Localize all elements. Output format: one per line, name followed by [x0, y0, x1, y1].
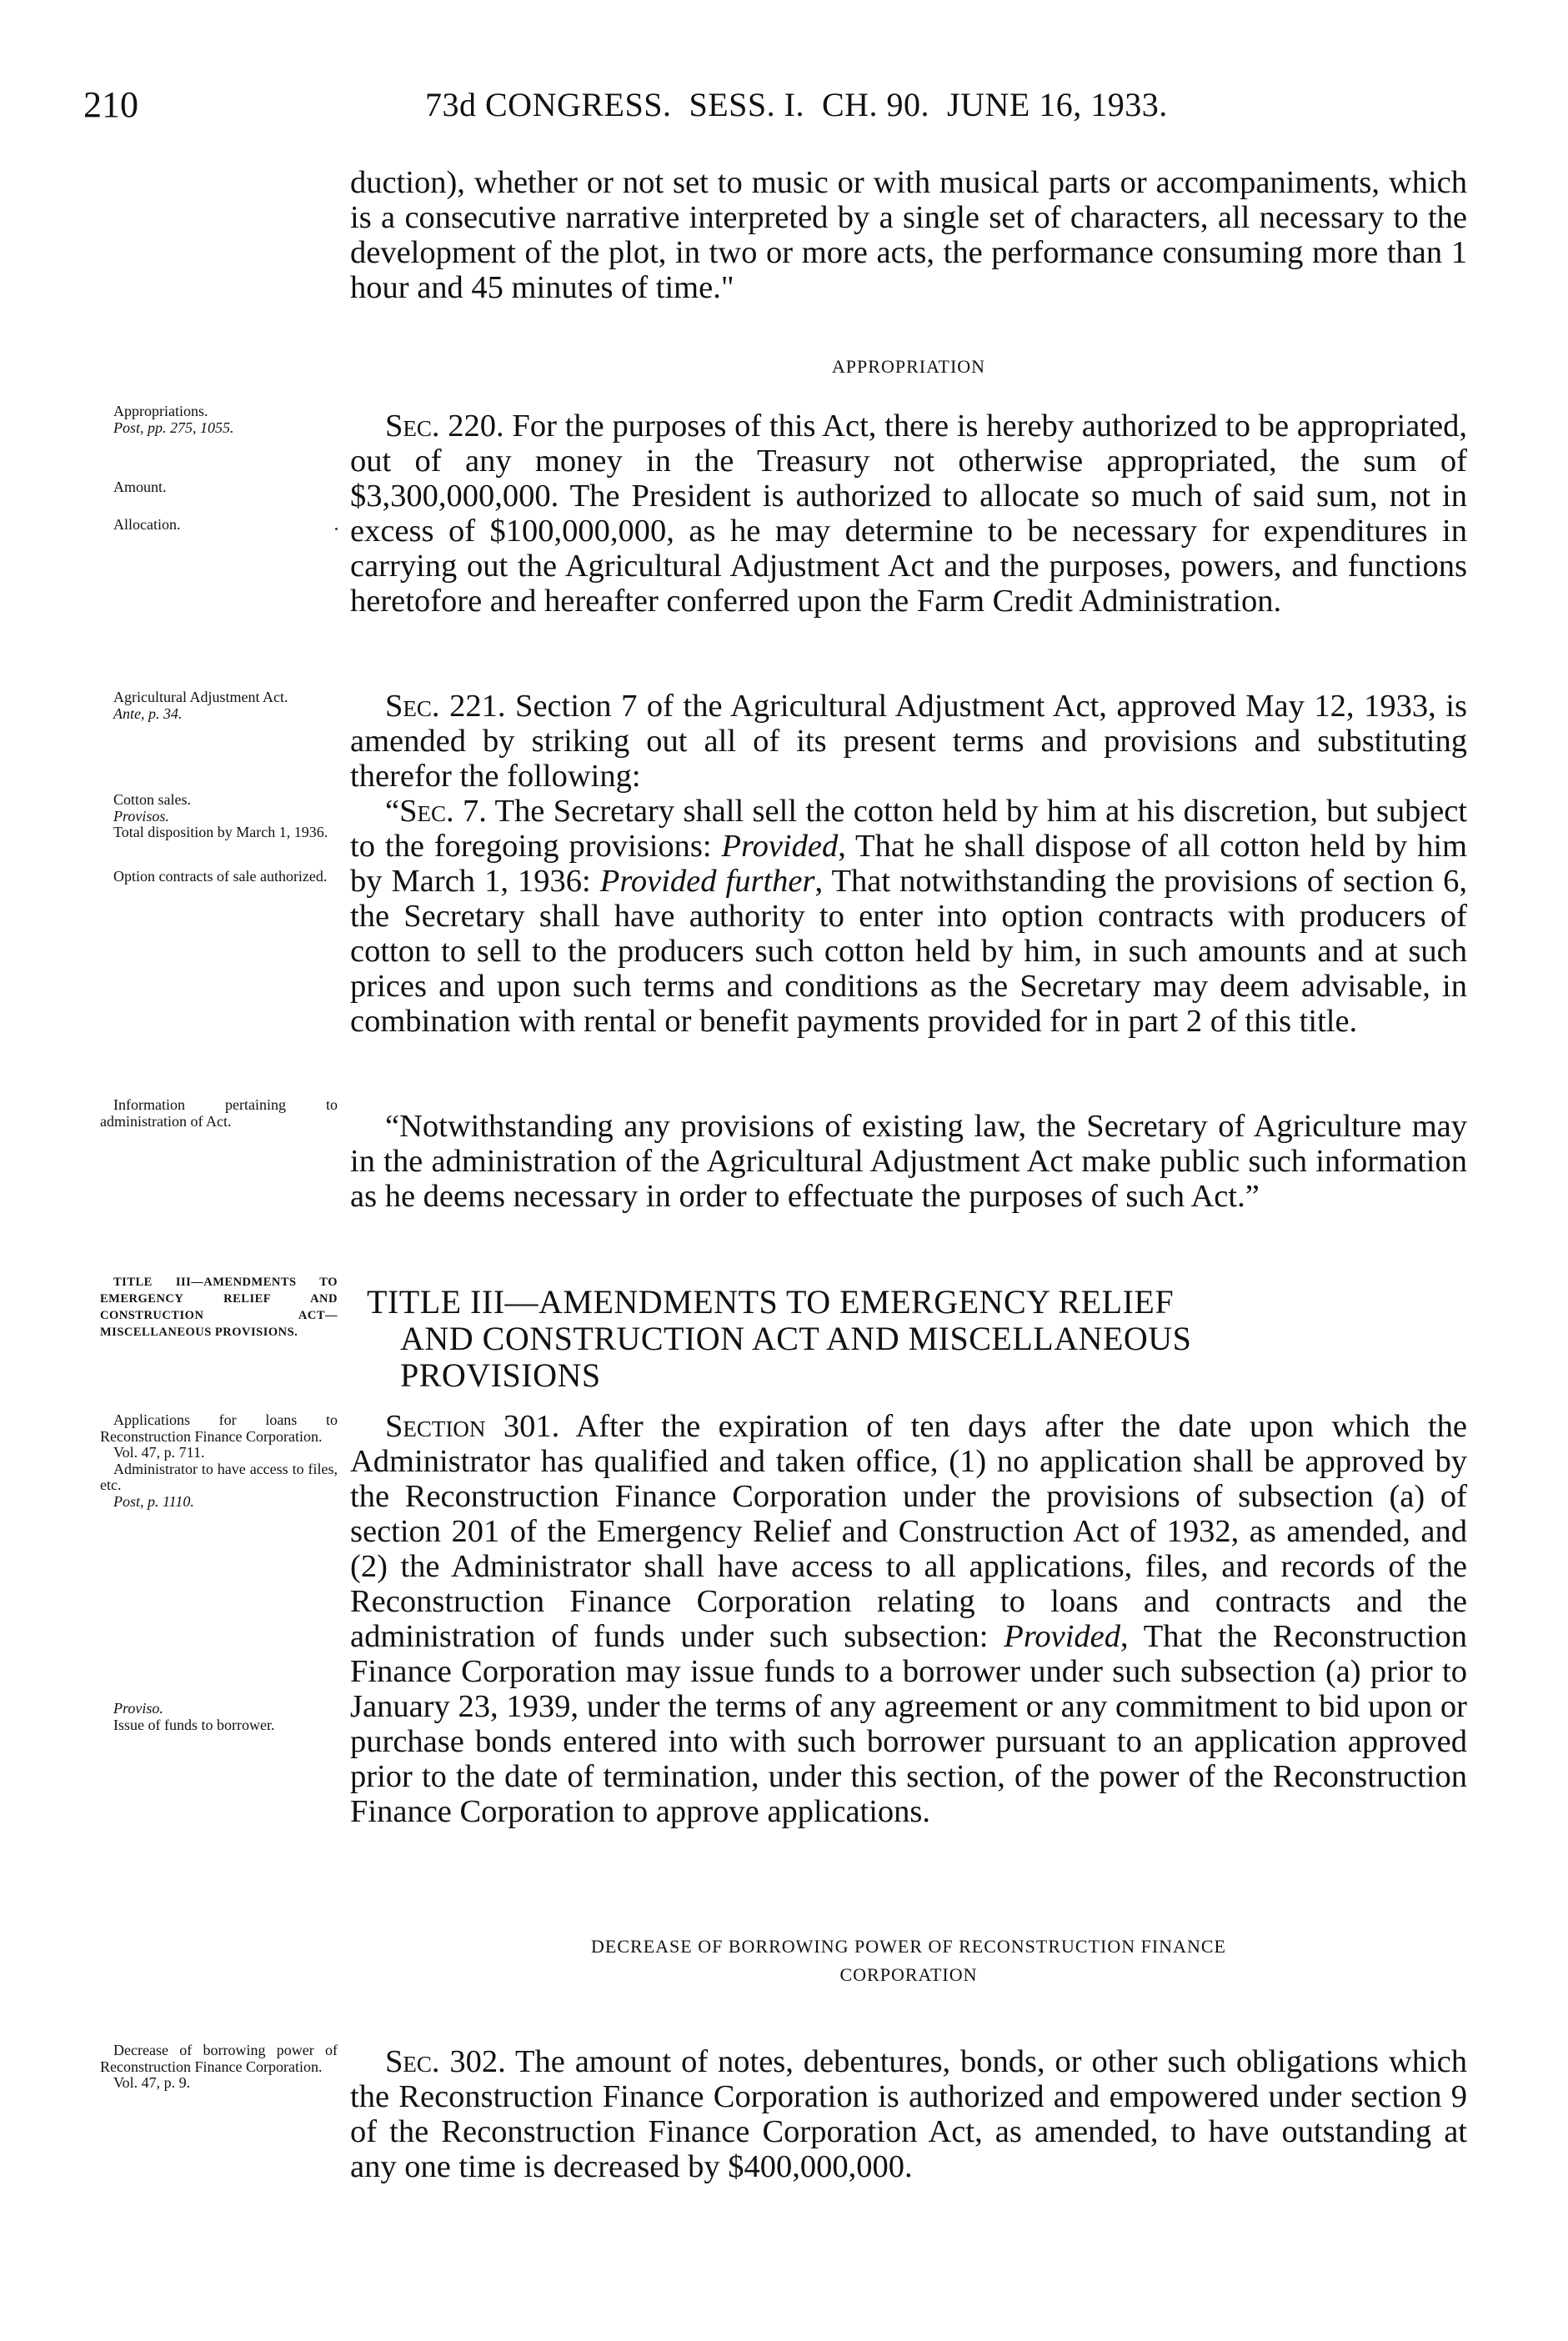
- section-text: Section 7 of the Agricultural Adjustment Act, approved May 12, 1933, is amended by striking out all of its present terms and provisions and substituting therefor the following:: [350, 689, 1467, 794]
- section-label: Section 301.: [385, 1409, 560, 1444]
- margin-note-label: Option contracts of sale authorized.: [113, 868, 328, 885]
- proviso-provided: Provided: [721, 829, 839, 864]
- margin-note-option-contracts: [100, 869, 338, 885]
- margin-note-allocation: [100, 517, 338, 534]
- section-220: [350, 409, 1467, 619]
- margin-note-label: Amount.: [113, 479, 167, 495]
- margin-note-reference: Vol. 47, p. 9.: [113, 2074, 191, 2091]
- margin-note-label: Information pertaining to administration of Act.: [100, 1096, 338, 1130]
- continuation-text: duction), whether or not set to music or with musical parts or accompaniments, which is a consecutive narrative interpreted by a single set of characters, all necessary to the development of the plot, in two or more acts, the performance consuming more than 1 hour and 45 minutes of time.": [350, 165, 1467, 305]
- margin-note-reference: Post, pp. 275, 1055.: [113, 419, 234, 436]
- appropriation-heading: APPROPRIATION: [831, 356, 986, 377]
- section-text: For the purposes of this Act, there is hereby authorized to be appropriated, out of any money in the Treasury not otherwise appropriated, the sum of $3,300,000,000. The President is authorized to allocate so much of said sum, not in excess of $100,000,000, as he may determine to be necessary for expenditures in carrying out the Agricultural Adjustment Act and the purposes, powers, and functions heretofore and hereafter conferred upon the Farm Credit Administration.: [350, 409, 1467, 619]
- section-label: Sec. 221.: [385, 689, 506, 724]
- margin-note-title-3: [100, 1274, 338, 1341]
- section-text-part3: , That notwithstanding the provisions of section 6, the Secretary shall have authority to enter into option contracts with producers of cotton to sell to the producers such cotton held by him, in such amounts and at such prices and upon such terms and conditions as the Secretary may deem advisable, in combination with rental or benefit payments provided for in part 2 of this title.: [350, 864, 1467, 1039]
- notwithstanding-paragraph: [350, 1109, 1467, 1214]
- margin-note-label: Applications for loans to Reconstruction Finance Corporation.: [100, 1411, 338, 1445]
- section-text-part1: The Secretary shall sell the cotton held by him at his discretion, but subject to the foregoing provisions:: [350, 794, 1467, 864]
- open-quote: “: [385, 794, 400, 829]
- margin-note-amount: [100, 479, 338, 496]
- running-head: 73d CONGRESS. SESS. I. CH. 90. JUNE 16, 1933.: [425, 86, 1168, 123]
- margin-note-decrease: [100, 2043, 338, 2092]
- margin-note-label: Issue of funds to borrower.: [113, 1716, 275, 1733]
- section-text-part2: , That the Reconstruction Finance Corporation may issue funds to a borrower under such subsection (a) prior to January 23, 1939, under the terms of any agreement or any commitment to bid upon or purchase bonds entered into with such borrower pursuant to an application approved prior to the date of termination, under this section, of the power of the Reconstruction Finance Corporation to approve applications.: [350, 1619, 1467, 1829]
- margin-note-label: Agricultural Adjustment Act.: [113, 689, 288, 705]
- margin-note-provisos: Provisos.: [113, 807, 169, 825]
- decrease-heading-line-2: CORPORATION: [839, 1964, 978, 1985]
- margin-note-appropriations: [100, 404, 338, 436]
- section-221: [350, 689, 1467, 794]
- proviso-provided-further: Provided further: [599, 864, 815, 899]
- proviso-provided: Provided: [1004, 1619, 1120, 1654]
- section-301: [350, 1409, 1467, 1829]
- section-text-part2: , That he shall dispose of all cotton held by him by March 1, 1936:: [350, 829, 1467, 899]
- section-text: The amount of notes, debentures, bonds, or other such obligations which the Reconstruction Finance Corporation is authorized and empowered under section 9 of the Reconstruction Finance Corporation Act, as amended, to have outstanding at any one time is decreased by $400,000,000.: [350, 2044, 1467, 2184]
- title-line-2: AND CONSTRUCTION ACT AND MISCELLANEOUS: [400, 1320, 1192, 1357]
- margin-note-reference: Post, p. 1110.: [113, 1492, 194, 1510]
- margin-note-administrator: Administrator to have access to files, etc.: [100, 1460, 338, 1493]
- margin-note-label: Allocation.: [113, 516, 181, 533]
- decrease-heading-line-1: DECREASE OF BORROWING POWER OF RECONSTRUCTION FINANCE: [591, 1936, 1226, 1957]
- page-number: 210: [83, 84, 138, 125]
- section-label: Sec. 302.: [385, 2044, 506, 2079]
- margin-note-label: TITLE III—AMENDMENTS TO EMERGENCY RELIEF AND CONSTRUCTION ACT—MISCELLANEOUS PROVISIONS.: [100, 1276, 338, 1339]
- decrease-heading: [350, 1932, 1467, 1989]
- margin-note-agricultural-adjustment-act: [100, 689, 338, 722]
- margin-note-information: [100, 1097, 338, 1130]
- marginal-dot: [335, 528, 338, 530]
- margin-note-total-disposition: Total disposition by March 1, 1936.: [113, 824, 328, 840]
- continuation-paragraph: [350, 165, 1467, 305]
- section-label: Sec. 220.: [385, 409, 504, 444]
- margin-note-label: Appropriations.: [113, 403, 208, 419]
- margin-note-applications: [100, 1412, 338, 1510]
- margin-note-cotton-sales: [100, 792, 338, 841]
- margin-note-label: Cotton sales.: [113, 791, 191, 808]
- title-3-heading: [367, 1284, 1450, 1394]
- margin-note-reference: Ante, p. 34.: [113, 704, 183, 722]
- section-7-quoted: [350, 794, 1467, 1039]
- section-302: [350, 2044, 1467, 2184]
- section-label: Sec. 7.: [399, 794, 487, 829]
- title-line-1: TITLE III—AMENDMENTS TO EMERGENCY RELIEF: [367, 1283, 1175, 1321]
- section-text-part1: After the expiration of ten days after the date upon which the Administrator has qualified and taken office, (1) no application shall be approved by the Reconstruction Finance Corporation under the provisions of subsection (a) of section 201 of the Emergency Relief and Construction Act of 1932, as amended, and (2) the Administrator shall have access to all applications, files, and records of the Reconstruction Finance Corporation relating to loans and contracts and the administration of funds under such subsection:: [350, 1409, 1467, 1654]
- margin-note-proviso: [100, 1701, 338, 1733]
- title-line-3: PROVISIONS: [400, 1356, 601, 1394]
- margin-note-reference: Vol. 47, p. 711.: [113, 1444, 205, 1461]
- notwithstanding-text: “Notwithstanding any provisions of existing law, the Secretary of Agriculture may in the administration of the Agricultural Adjustment Act make public such information as he deems necessary in order to effectuate the purposes of such Act.”: [350, 1109, 1467, 1214]
- margin-note-proviso-label: Proviso.: [113, 1700, 163, 1717]
- margin-note-label: Decrease of borrowing power of Reconstruction Finance Corporation.: [100, 2042, 338, 2075]
